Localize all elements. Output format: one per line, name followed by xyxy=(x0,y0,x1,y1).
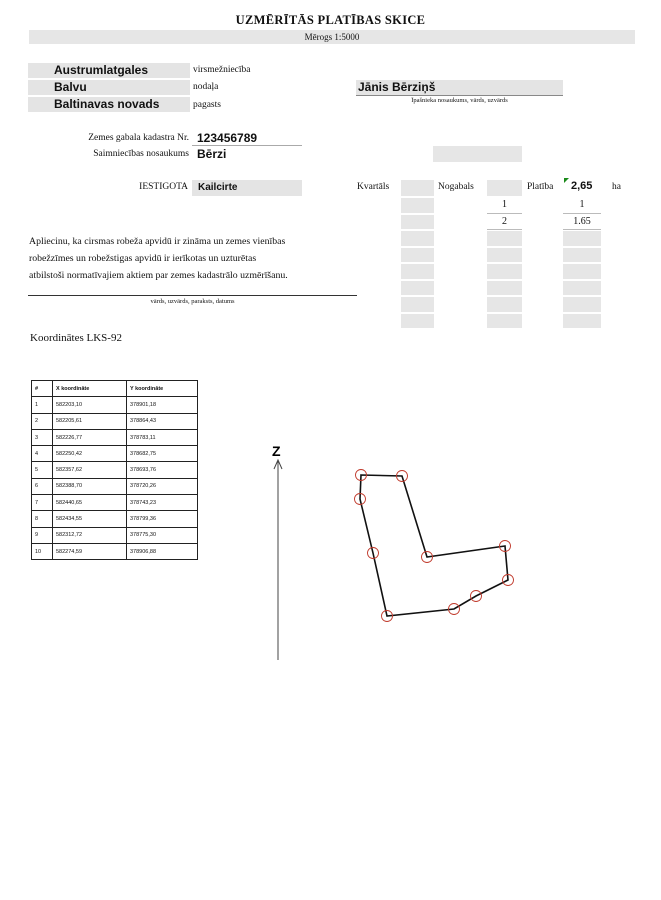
certification-line: robežzīmes un robežstigas apvidū ir ierīkotas un uzturētas xyxy=(29,253,257,264)
point-number: 10 xyxy=(32,543,53,559)
farm-name-label: Saimniecības nosaukums xyxy=(93,149,189,159)
grid-cell[interactable] xyxy=(401,314,434,329)
table-row xyxy=(32,397,198,413)
table-row xyxy=(32,429,198,445)
parcel-boundary xyxy=(360,475,508,616)
established-label: IESTIGOTA xyxy=(139,182,188,192)
table-row xyxy=(32,446,198,462)
cadastre-label: Zemes gabala kadastra Nr. xyxy=(88,133,189,143)
vertex-markers xyxy=(355,470,514,622)
comment-marker-icon xyxy=(564,178,569,183)
grid-cell[interactable]: 1 xyxy=(487,198,522,214)
coordinates-table xyxy=(31,380,198,560)
grid-cell[interactable] xyxy=(563,264,601,279)
unit-label: nodaļa xyxy=(193,82,219,92)
y-coordinate: 378775,30 xyxy=(127,527,198,543)
region-field[interactable]: Austrumlatgales xyxy=(28,63,190,78)
x-coordinate: 582434,55 xyxy=(53,511,127,527)
x-coordinate: 582203,10 xyxy=(53,397,127,413)
x-coordinate: 582274,59 xyxy=(53,543,127,559)
area-label: Platība xyxy=(527,182,554,192)
grid-cell[interactable] xyxy=(487,281,522,296)
point-number: 5 xyxy=(32,462,53,478)
grid-cell[interactable] xyxy=(401,198,434,213)
point-number: 3 xyxy=(32,429,53,445)
y-coordinate: 378743,23 xyxy=(127,495,198,511)
grid-cell[interactable] xyxy=(487,264,522,279)
cadastre-field[interactable]: 123456789 xyxy=(197,131,258,145)
column-header: Y koordināte xyxy=(127,381,198,397)
grid-cell[interactable] xyxy=(563,231,601,246)
parcel-sketch xyxy=(240,430,540,670)
owner-name-field[interactable]: Jānis Bērziņš xyxy=(356,80,563,95)
parish-field[interactable]: Baltinavas novads xyxy=(28,97,190,112)
x-coordinate: 582312,72 xyxy=(53,527,127,543)
column-header: # xyxy=(32,381,53,397)
point-number: 8 xyxy=(32,511,53,527)
coordinates-heading: Koordinātes LKS-92 xyxy=(30,332,122,344)
table-row xyxy=(32,527,198,543)
grid-cell[interactable] xyxy=(401,281,434,296)
x-coordinate: 582226,77 xyxy=(53,429,127,445)
y-coordinate: 378901,18 xyxy=(127,397,198,413)
point-number: 9 xyxy=(32,527,53,543)
point-number: 4 xyxy=(32,446,53,462)
grid-cell[interactable] xyxy=(487,231,522,246)
unit-field[interactable]: Balvu xyxy=(28,80,190,95)
grid-cell[interactable] xyxy=(401,264,434,279)
grid-header-cell xyxy=(401,180,434,196)
table-header-row xyxy=(32,381,198,397)
point-number: 1 xyxy=(32,397,53,413)
quarter-label: Kvartāls xyxy=(357,182,390,192)
table-row xyxy=(32,511,198,527)
grid-cell[interactable] xyxy=(563,314,601,329)
grid-cell[interactable] xyxy=(563,297,601,312)
x-coordinate: 582388,70 xyxy=(53,478,127,494)
grid-cell[interactable] xyxy=(401,215,434,230)
grid-cell[interactable] xyxy=(563,248,601,263)
certification-line: Apliecinu, ka cirsmas robeža apvidū ir zināma un zemes vienības xyxy=(29,236,286,247)
point-number: 6 xyxy=(32,478,53,494)
y-coordinate: 378693,76 xyxy=(127,462,198,478)
y-coordinate: 378682,75 xyxy=(127,446,198,462)
x-coordinate: 582250,42 xyxy=(53,446,127,462)
table-row xyxy=(32,543,198,559)
point-number: 7 xyxy=(32,495,53,511)
y-coordinate: 378799,36 xyxy=(127,511,198,527)
y-coordinate: 378906,88 xyxy=(127,543,198,559)
table-row xyxy=(32,462,198,478)
total-area-value: 2,65 xyxy=(571,180,593,192)
certification-text xyxy=(29,233,288,284)
x-coordinate: 582440,65 xyxy=(53,495,127,511)
unit-ha-label: ha xyxy=(612,182,621,192)
section-label: Nogabals xyxy=(438,182,474,192)
owner-caption: Īpašnieka nosaukums, vārds, uzvārds xyxy=(411,97,508,104)
table-row xyxy=(32,413,198,429)
column-header: X koordināte xyxy=(53,381,127,397)
signature-line xyxy=(28,295,357,296)
blank-field[interactable] xyxy=(433,146,522,162)
scale-label: Mērogs 1:5000 xyxy=(29,30,635,44)
page-title: UZMĒRĪTĀS PLATĪBAS SKICE xyxy=(235,13,426,27)
farm-name-field[interactable]: Bērzi xyxy=(197,147,227,161)
north-label: Z xyxy=(272,443,281,459)
y-coordinate: 378783,11 xyxy=(127,429,198,445)
grid-cell[interactable]: 1.65 xyxy=(563,215,601,231)
grid-cell[interactable] xyxy=(487,314,522,329)
grid-cell[interactable]: 1 xyxy=(563,198,601,214)
point-number: 2 xyxy=(32,413,53,429)
table-row xyxy=(32,495,198,511)
grid-cell[interactable] xyxy=(487,297,522,312)
table-row xyxy=(32,478,198,494)
parish-label: pagasts xyxy=(193,100,221,110)
certification-line: atbilstoši normatīvajiem aktiem par zemes kadastrālo uzmērīšanu. xyxy=(29,270,288,281)
y-coordinate: 378864,43 xyxy=(127,413,198,429)
grid-header-cell xyxy=(487,180,522,196)
grid-cell[interactable] xyxy=(401,231,434,246)
grid-cell[interactable]: 2 xyxy=(487,215,522,231)
region-label: virsmežniecība xyxy=(193,65,251,75)
x-coordinate: 582205,61 xyxy=(53,413,127,429)
established-field[interactable]: Kailcirte xyxy=(192,180,302,196)
grid-cell[interactable] xyxy=(563,281,601,296)
grid-cell[interactable] xyxy=(401,297,434,312)
y-coordinate: 378720,26 xyxy=(127,478,198,494)
grid-cell[interactable] xyxy=(487,248,522,263)
grid-cell[interactable] xyxy=(401,248,434,263)
x-coordinate: 582357,62 xyxy=(53,462,127,478)
signature-caption: vārds, uzvārds, paraksts, datums xyxy=(150,298,235,305)
